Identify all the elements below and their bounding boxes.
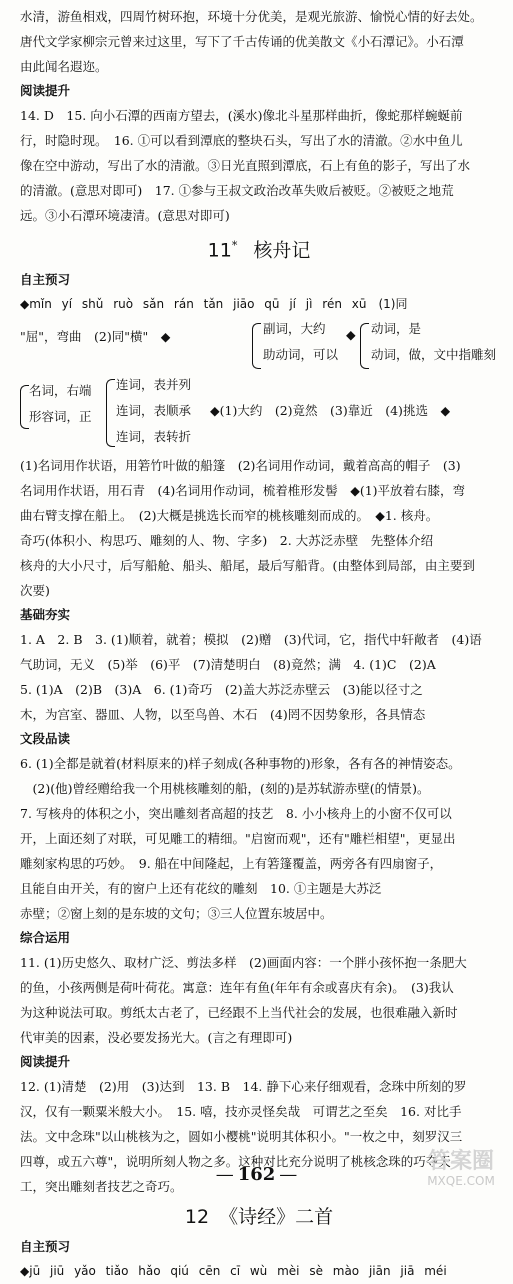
reading-answers	[20, 103, 498, 228]
text-line: 开，上面还刻了对联，可见雕工的精细。"启窗而观"，还有"雕栏相望"，更显出	[20, 831, 456, 847]
text-line: 由此闻名遐迩。	[20, 59, 108, 74]
pinyin-line: ◆mǐn yí shǔ ruò sǎn rán tǎn jiāo qū jí jì rén xū (1)同	[20, 297, 408, 312]
preview-answers	[20, 453, 498, 603]
watermark-url: MXQE.COM	[427, 1174, 495, 1188]
lesson-name: 《诗经》二首	[219, 1206, 334, 1229]
text-line: 木，为宫室、器皿、人物，以至鸟兽、木石 (4)罔不因势象形，各具情态	[20, 707, 426, 723]
brace-item: 连词，表并列	[116, 377, 192, 393]
text-line: "屈"，弯曲 (2)同"横" ◆	[20, 329, 171, 345]
text-line: ◆(1)大约 (2)竟然 (3)靠近 (4)挑选 ◆	[210, 403, 451, 419]
section-heading-appreciation: 文段品读	[20, 731, 71, 747]
section-heading-preview: 自主预习	[20, 272, 71, 288]
text-line: 12. (1)清楚 (2)用 (3)达到 13. B 14. 静下心来仔细观看，念珠中所刻的罗	[20, 1079, 467, 1095]
basic-answers	[20, 627, 498, 727]
text-line: 的鱼，小孩两侧是荷叶荷花。寓意：连年有鱼(年年有余或喜庆有余)。 (3)我认	[20, 980, 454, 996]
comprehensive-answers	[20, 950, 498, 1050]
text-line: 曲右臂支撑在船上。 (2)大概是挑选长而窄的桃核雕刻而成的。 ◆1. 核舟。	[20, 508, 439, 524]
brace-group-2	[20, 375, 498, 453]
text-line: 四尊，或五六尊"，说明所刻人物之多。这种对比充分说明了桃核念珠的巧夺天	[20, 1154, 451, 1170]
text-line: 行，时隐时现。 16. ①可以看到潭底的整块石头，写出了水的清澈。②水中鱼儿	[20, 133, 463, 148]
lesson-mark: *	[231, 239, 238, 252]
text-line: 核舟的大小尺寸，后写船舱、船头、船尾，最后写船背。(由整体到局部，由主要到	[20, 558, 475, 574]
text-line: 1. A 2. B 3. (1)顺着，就着；模拟 (2)赠 (3)代词，它，指代中轩敞者 (4)语	[20, 632, 482, 648]
section-heading-basic: 基础夯实	[20, 607, 71, 623]
brace-item: 连词，表顺承	[116, 403, 192, 419]
text-line: 奇巧(体积小、构思巧、雕刻的人、物、字多) 2. 大苏泛赤壁 先整体介绍	[20, 533, 434, 549]
text-line: (2)(他)曾经赠给我一个用桃核雕刻的船，(刻的)是苏轼游赤壁(的情景)。	[20, 781, 430, 797]
lesson-name: 核舟记	[253, 239, 311, 262]
text-line: 的清澈。(意思对即可) 17. ①参与王叔文政治改革失败后被贬。②被贬之地荒	[20, 183, 454, 198]
diamond-marker: ◆	[346, 327, 356, 343]
brace	[20, 385, 29, 429]
brace	[252, 323, 261, 369]
page-number-value: 162	[237, 1164, 276, 1185]
section-heading-comprehensive: 综合运用	[20, 930, 71, 946]
text-line: 代审美的因素，没必要发扬光大。(言之有理即可)	[20, 1030, 293, 1046]
brace-item: 动词，是	[371, 321, 422, 337]
document-page	[20, 4, 498, 1284]
text-line: 赤壁；②窗上刻的是东坡的文句；③三人位置东坡居中。	[20, 906, 333, 922]
text-line: 像在空中游动，写出了水的清澈。③日光直照到潭底，石上有鱼的影子，写出了水	[20, 158, 471, 173]
text-line: 雕刻家构思的巧妙。 9. 船在中间隆起，上有箬篷覆盖，两旁各有四扇窗子，	[20, 856, 443, 872]
appreciation-answers	[20, 751, 498, 926]
text-line: (1)名词用作状语，用箬竹叶做的船篷 (2)名词用作动词，戴着高高的帽子 (3)	[20, 458, 461, 474]
text-line: 工，突出雕刻者技艺之奇巧。	[20, 1179, 183, 1195]
text-line: 法。文中念珠"以山桃核为之，圆如小樱桃"说明其体积小。"一枚之中，刻罗汉三	[20, 1129, 463, 1145]
lesson-title-12	[20, 1199, 498, 1235]
text-line: 次要)	[20, 583, 50, 599]
text-line: 为这种说法可取。剪纸太古老了，已经跟不上当代社会的发展，也很难融入新时	[20, 1005, 458, 1021]
lesson-title-11	[20, 228, 498, 268]
text-line: 5. (1)A (2)B (3)A 6. (1)奇巧 (2)盖大苏泛赤壁云 (3)能以径寸之	[20, 682, 423, 698]
text-line: 名词用作状语，用石青 (4)名词用作动词，梳着椎形发髻 ◆(1)平放着右膝，弯	[20, 483, 466, 499]
brace-item: 助动词，可以	[263, 347, 339, 363]
text-line: 14. D 15. 向小石潭的西南方望去，(溪水)像北斗星那样曲折，像蛇那样蜿蜒前	[20, 108, 463, 123]
brace-group-1	[20, 317, 498, 375]
brace-item: 连词，表转折	[116, 429, 192, 445]
watermark-text: 答案圈	[427, 1149, 494, 1174]
section-heading-preview: 自主预习	[20, 1239, 71, 1255]
brace-item: 形容词，正	[29, 409, 92, 425]
brace-item: 名词，右端	[29, 383, 92, 399]
text-line: 水清，游鱼相戏，四周竹树环抱，环境十分优美，是观光旅游、愉悦心情的好去处。	[20, 9, 483, 24]
brace	[106, 379, 115, 447]
text-line: 远。③小石潭环境凄清。(意思对即可)	[20, 208, 230, 223]
brace-item: 副词，大约	[263, 321, 326, 337]
brace-item: 动词，做，文中指雕刻	[371, 347, 497, 363]
pinyin-line: ◆jū jiū yǎo tiǎo hǎo qiú cēn cī wù mèi sè mào jiān jiā méi	[20, 1264, 447, 1279]
section-heading-reading: 阅读提升	[20, 83, 71, 98]
text-line: 汉，仅有一颗粟米般大小。 15. 嘻，技亦灵怪矣哉 可谓艺之至矣 16. 对比手	[20, 1104, 462, 1120]
brace	[360, 323, 369, 369]
text-line: 唐代文学家柳宗元曾来过这里，写下了千古传诵的优美散文《小石潭记》。小石潭	[20, 34, 464, 49]
text-line: 7. 写核舟的体积之小，突出雕刻者高超的技艺 8. 小小核舟上的小窗不仅可以	[20, 806, 452, 822]
section-heading-reading: 阅读提升	[20, 1054, 71, 1070]
text-line: 6. (1)全都是就着(材料原来的)样子刻成(各种事物的)形象，各有各的神情姿态。	[20, 756, 461, 772]
text-line: 气助词，无义 (5)举 (6)平 (7)清楚明白 (8)竟然；满 4. (1)C (2)A	[20, 657, 436, 673]
text-line: 11. (1)历史悠久、取材广泛、剪法多样 (2)画面内容：一个胖小孩怀抱一条肥大	[20, 955, 467, 971]
top-paragraph	[20, 4, 498, 79]
text-line: 且能自由开关，有的窗户上还有花纹的雕刻 10. ①主题是大苏泛	[20, 881, 382, 897]
lesson-number: 12	[184, 1206, 210, 1229]
watermark-logo	[415, 1150, 507, 1194]
page-number: — 162 —	[215, 1164, 298, 1185]
lesson-number: 11	[207, 239, 232, 262]
